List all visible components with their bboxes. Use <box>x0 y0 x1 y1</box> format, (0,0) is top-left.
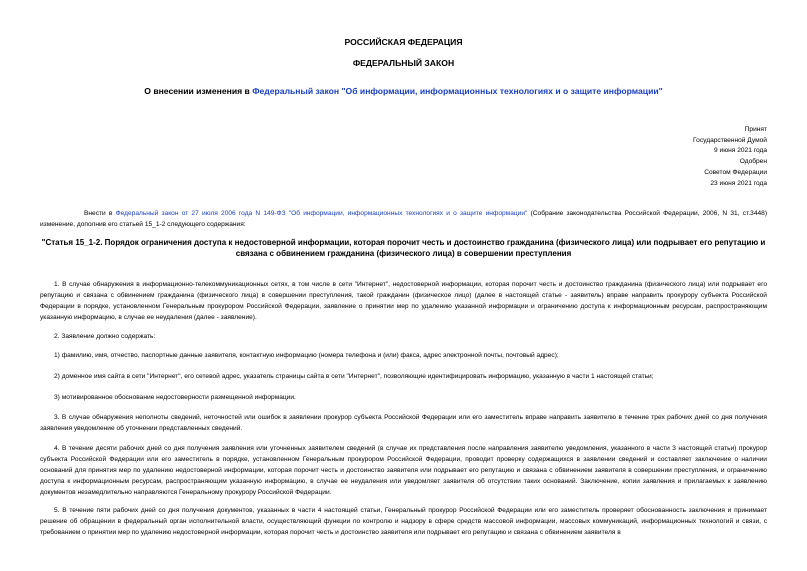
approval-line: 23 июня 2021 года <box>710 179 767 187</box>
paragraph-5: 5. В течение пяти рабочих дней со дня получения документов, указанных в части 4 настоящей статьи, Генеральный прокурор Российской Федерации или его заместитель проверяет обоснованность заключения и принимает решение об обращении в федеральный орган исполнительной власти, осуществляющий функции по контролю и надзору в сфере средств массовой информации, массовых коммуникаций, информационных технологий и связи, с требованием о принятии мер по удалению недостоверной информации, которая порочит честь и достоинство заявителя или подрывает его репутацию и связана с обвинением заявителя в <box>40 507 767 536</box>
federal-law-149-link[interactable]: Федеральный закон от 27 июля 2006 года N 149-ФЗ "Об информации, информационных технологиях и о защите информации" <box>115 210 528 217</box>
adoption-line: 9 июня 2021 года <box>714 147 767 155</box>
list-item-3: 3) мотивированное обоснование недостоверности размещенной информации. <box>54 394 296 401</box>
law-title <box>40 86 767 96</box>
country-heading: РОССИЙСКАЯ ФЕДЕРАЦИЯ <box>344 37 463 47</box>
intro-paragraph <box>40 208 767 230</box>
document-type-heading: ФЕДЕРАЛЬНЫЙ ЗАКОН <box>352 58 455 68</box>
paragraph-3: 3. В случае обнаружения неполноты сведений, неточностей или ошибок в заявлении прокурор субъекта Российской Федерации или его заместитель вправе направить заявителю в течение трех рабочих дней со дня получения заявления уведомление об уточнении представленных сведений. <box>40 414 767 432</box>
paragraph-1: 1. В случае обнаружения в информационно-телекоммуникационных сетях, в том числе в сети "Интернет", недостоверной информации, которая порочит честь и достоинство гражданина (физического лица) или подрывает его репутацию и связана с обвинением гражданина (физического лица) в совершении преступления, такой гражданин (физическое лицо) (далее в настоящей статье - заявитель) вправе направить прокурору субъекта Российской Федерации в порядке, установленном Генеральным прокурором Российской Федерации, заявление о принятии мер по удалению указанной информации и ограничению доступа к информационным ресурсам, распространяющим указанную информацию, в случае ее неудаления (далее - заявление). <box>40 281 767 321</box>
list-item-2: 2) доменное имя сайта в сети "Интернет", его сетевой адрес, указатель страницы сайта в сети "Интернет", позволяющие идентифицировать информацию, указанную в части 1 настоящей статьи; <box>54 373 654 380</box>
article-heading: "Статья 15_1-2. Порядок ограничения доступа к недостоверной информации, которая порочит честь и достоинство гражданина (физического лица) или подрывает его репутацию и связана с обвинением гражданина (физического лица) в совершении преступления <box>41 238 766 258</box>
adoption-line: Государственной Думой <box>693 136 767 144</box>
intro-prefix: Внести в <box>84 210 116 217</box>
paragraph-4: 4. В течение десяти рабочих дней со дня получения заявления или уточненных заявителем сведений (в случае их представления после направления заявителю уведомления, указанного в части 3 настоящей статьи) прокурор субъекта Российской Федерации или его заместитель в порядке, установленном Генеральным прокурором Российской Федерации, проводит проверку содержащихся в заявлении сведений и составляет заключение о наличии оснований для принятия мер по удалению недостоверной информации, которая порочит честь и достоинство заявителя или подрывает его репутацию и связана с обвинением заявителя в совершении преступления, и ограничению доступа к информационным ресурсам, распространяющим указанную информацию, в случае ее неудаления или уведомляет заявителя об отсутствии таких оснований. Заключение, копии заявления и прилагаемых к заявлению документов незамедлительно направляются Генеральному прокурору Российской Федерации. <box>40 445 767 496</box>
law-title-prefix: О внесении изменения в <box>144 86 253 96</box>
adoption-block <box>693 125 767 189</box>
approval-line: Одобрен <box>739 158 767 166</box>
paragraph-2: 2. Заявление должно содержать: <box>54 333 156 340</box>
list-item-1: 1) фамилию, имя, отчество, паспортные данные заявителя, контактную информацию (номера телефона и (или) факса, адрес электронной почты, почтовый адрес); <box>54 352 559 359</box>
intro-suffix: (Собрание законодательства Российской Федерации, 2006, N 31, ст.3448) изменение, дополнив его статьей 15_1-2 следующего содержания: <box>40 210 768 228</box>
approval-line: Советом Федерации <box>704 168 767 176</box>
amended-law-link[interactable]: Федеральный закон "Об информации, информационных технологиях и о защите информации" <box>252 86 663 96</box>
adoption-line: Принят <box>744 126 767 133</box>
